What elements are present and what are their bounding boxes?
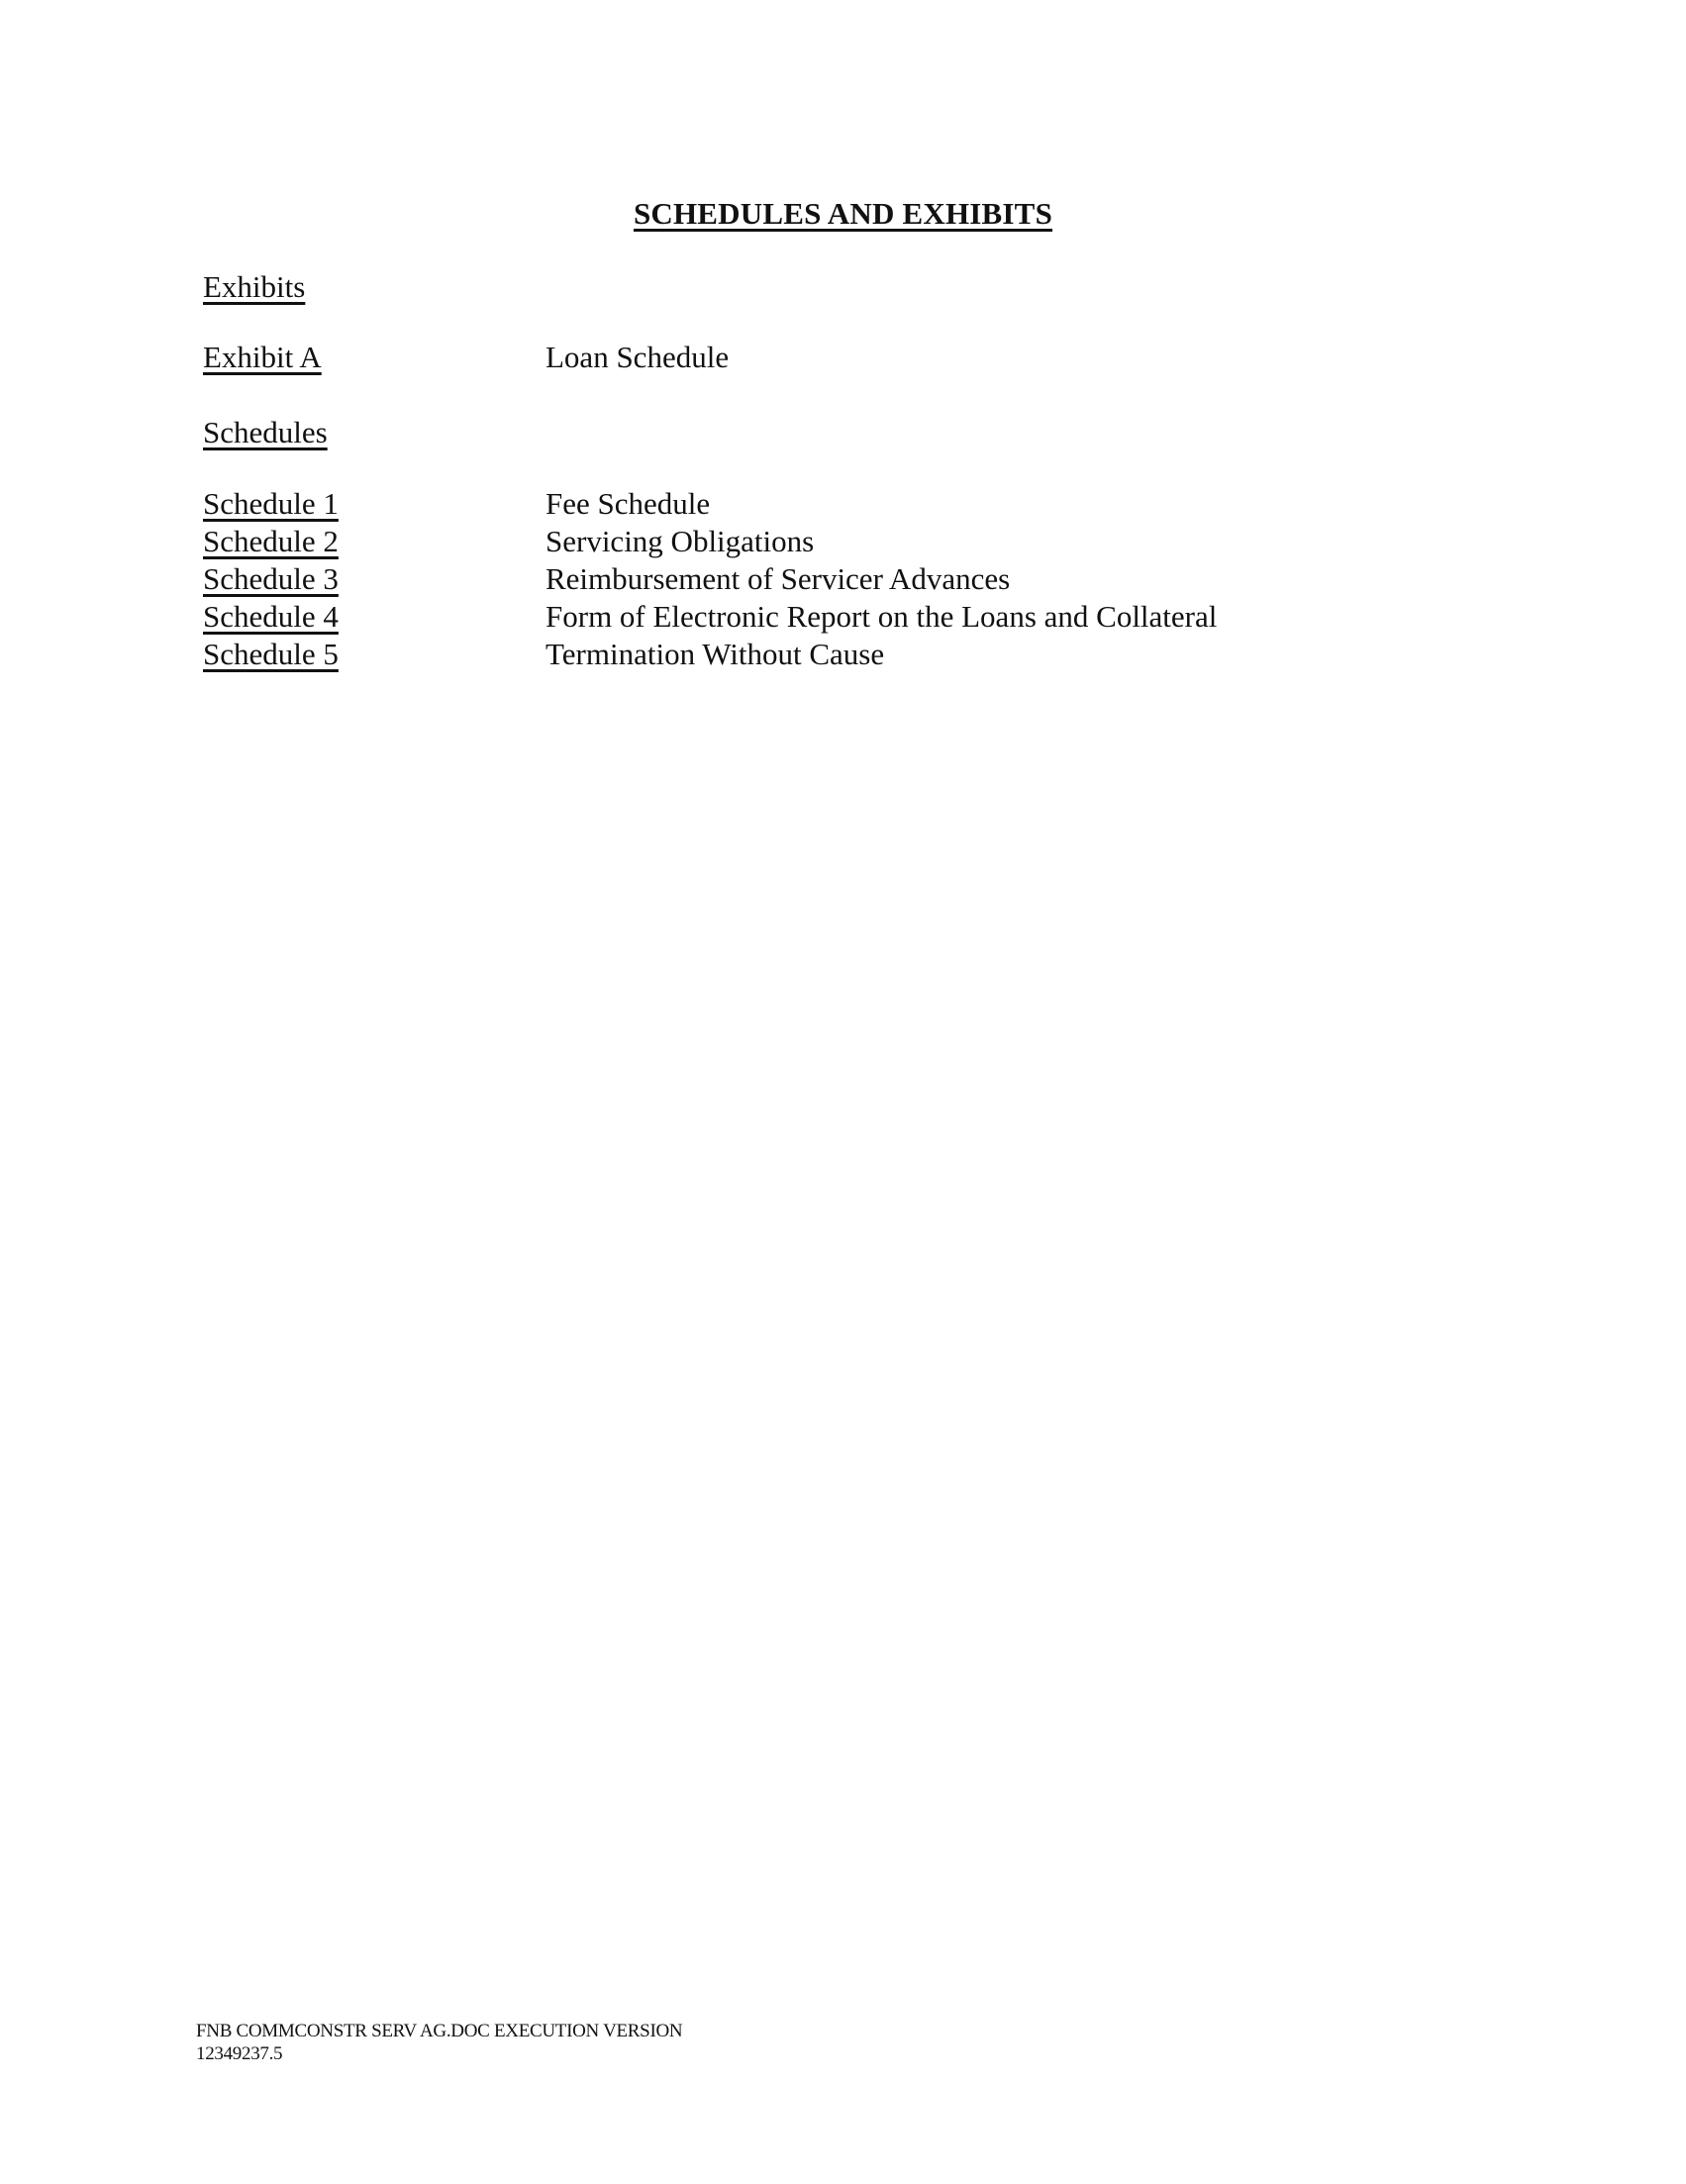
schedule-description: Termination Without Cause [545, 637, 885, 671]
schedule-description: Form of Electronic Report on the Loans and Collateral [545, 599, 1218, 634]
schedule-description: Servicing Obligations [545, 524, 815, 558]
document-footer [196, 2020, 682, 2065]
schedule-description: Reimbursement of Servicer Advances [545, 561, 1011, 596]
schedules-heading: Schedules [203, 415, 328, 449]
exhibits-heading: Exhibits [203, 269, 306, 304]
schedule-label: Schedule 3 [203, 561, 339, 596]
page-title: SCHEDULES AND EXHIBITS [633, 196, 1053, 231]
footer-filename: FNB COMMCONSTR SERV AG.DOC EXECUTION VERSION [196, 2021, 683, 2041]
schedule-label: Schedule 4 [203, 599, 339, 634]
schedule-label: Schedule 2 [203, 524, 339, 558]
exhibit-description: Loan Schedule [545, 340, 730, 374]
footer-doc-number: 12349237.5 [196, 2043, 283, 2064]
exhibit-label: Exhibit A [203, 340, 322, 374]
schedule-label: Schedule 1 [203, 486, 339, 521]
schedule-label: Schedule 5 [203, 637, 339, 671]
schedule-description: Fee Schedule [545, 486, 711, 521]
